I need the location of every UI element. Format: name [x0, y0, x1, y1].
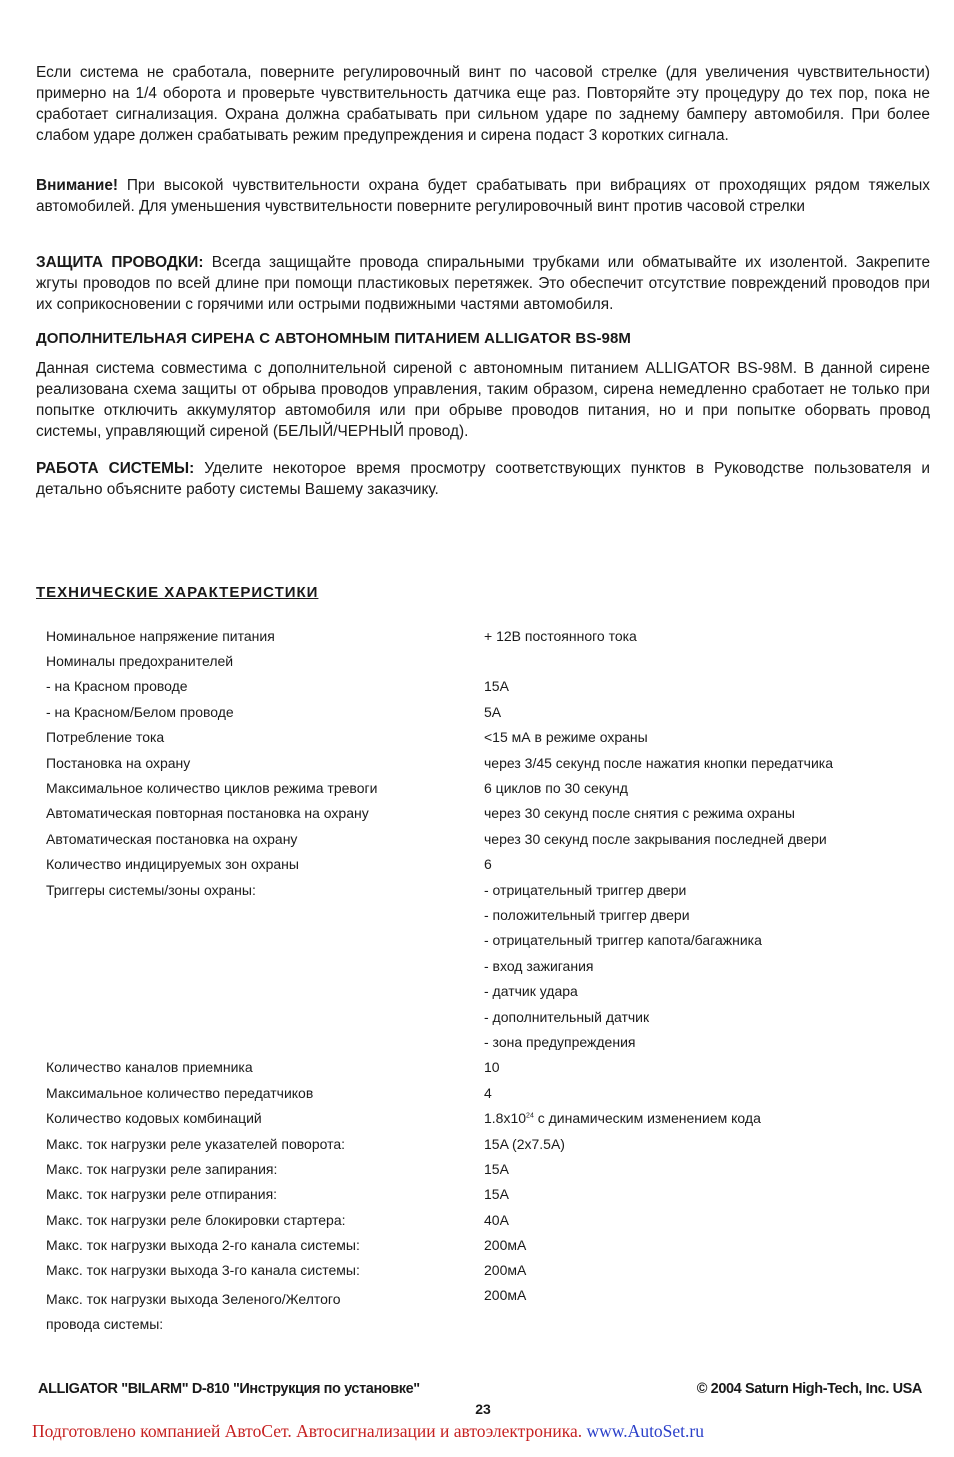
spec-label: Количество индицируемых зон охраны	[46, 856, 299, 873]
system-operation-paragraph	[36, 458, 930, 500]
spec-row	[46, 953, 926, 978]
spec-label: Максимальное количество передатчиков	[46, 1084, 314, 1101]
spec-label: Триггеры системы/зоны охраны:	[46, 881, 256, 898]
spec-label: Количество кодовых комбинаций	[46, 1110, 262, 1127]
spec-row	[46, 1131, 926, 1156]
spec-value: через 30 секунд после снятия с режима охраны	[484, 805, 795, 822]
spec-value: 200мА	[484, 1237, 527, 1254]
spec-label: Макс. ток нагрузки реле отпирания:	[46, 1186, 278, 1203]
codes-exponent: 24	[526, 1112, 534, 1120]
spec-value: 4	[484, 1084, 492, 1101]
spec-value: 15A (2x7.5A)	[484, 1135, 565, 1152]
spec-value: 6	[484, 856, 492, 873]
specs-table	[46, 623, 926, 1333]
codes-base: 1.8x10	[484, 1110, 527, 1127]
spec-value: 15A	[484, 1160, 509, 1177]
spec-row	[46, 1029, 926, 1054]
sensitivity-paragraph: Если система не сработала, поверните регулировочный винт по часовой стрелке (для увеличения чувствительности) примерно на 1/4 оборота и проверьте чувствительность датчика еще раз. Повторяйте эту процедуру до тех пор, пока не сработает сигнализация. Охрана должна срабатывать при сильном ударе по заднему бамперу автомобиля. При более слабом ударе должен срабатывать режим предупреждения и сирена подаст 3 коротких сигнала.	[36, 64, 930, 144]
spec-label: Автоматическая повторная постановка на охрану	[46, 805, 369, 822]
spec-label: Макс. ток нагрузки выхода 3-го канала системы:	[46, 1262, 360, 1279]
spec-value: - вход зажигания	[484, 957, 594, 974]
spec-row	[46, 1080, 926, 1105]
spec-value: 40A	[484, 1211, 509, 1228]
warning-text: При высокой чувствительности охрана будет срабатывать при вибрациях от проходящих рядом тяжелых автомобилей. Для уменьшения чувствительности поверните регулировочный винт против часовой стрелки	[36, 177, 930, 215]
spec-label-line-1: Макс. ток нагрузки выхода Зеленого/Желтого	[46, 1291, 341, 1308]
spec-value: через 30 секунд после закрывания последней двери	[484, 830, 827, 847]
spec-value: через 3/45 секунд после нажатия кнопки передатчика	[484, 754, 834, 771]
spec-row	[46, 826, 926, 851]
spec-value: 15A	[484, 678, 509, 695]
spec-row	[46, 928, 926, 953]
spec-row-green-yellow	[46, 1283, 926, 1333]
spec-value: - отрицательный триггер капота/багажника	[484, 932, 762, 949]
siren-heading: ДОПОЛНИТЕЛЬНАЯ СИРЕНА С АВТОНОМНЫМ ПИТАНИЕМ ALLIGATOR BS-98M	[36, 330, 632, 347]
wiring-protection-text: Всегда защищайте провода спиральными трубками или обматывайте их изолентой. Закрепите жгуты проводов по всей длине при помощи пластиковых перетяжек. Это обеспечит отсутствие повреждений проводов при их соприкосновении с горячими или острыми подвижными частями автомобиля.	[36, 254, 931, 313]
spec-value: 10	[484, 1059, 500, 1076]
spec-label: Потребление тока	[46, 729, 165, 746]
footer-manual-title: ALLIGATOR "BILARM" D-810 "Инструкция по установке"	[38, 1381, 420, 1397]
spec-label: Номиналы предохранителей	[46, 653, 234, 670]
spec-label: Макс. ток нагрузки выхода 2-го канала системы:	[46, 1237, 360, 1254]
codes-rest: с динамическим изменением кода	[533, 1110, 761, 1127]
credit-link[interactable]: www.AutoSet.ru	[586, 1421, 704, 1441]
spec-row	[46, 750, 926, 775]
spec-value: - отрицательный триггер двери	[484, 881, 687, 898]
spec-value: 200мА	[484, 1287, 527, 1304]
spec-value: - дополнительный датчик	[484, 1008, 650, 1025]
spec-row	[46, 877, 926, 902]
spec-label: Автоматическая постановка на охрану	[46, 830, 298, 847]
spec-value	[484, 1110, 926, 1126]
spec-row	[46, 1207, 926, 1232]
spec-row	[46, 674, 926, 699]
spec-row	[46, 1055, 926, 1080]
spec-row	[46, 699, 926, 724]
spec-label: Количество каналов приемника	[46, 1059, 253, 1076]
specs-title: ТЕХНИЧЕСКИЕ ХАРАКТЕРИСТИКИ	[36, 584, 319, 601]
spec-row	[46, 1156, 926, 1181]
spec-value: 6 циклов по 30 секунд	[484, 780, 628, 797]
spec-label: - на Красном/Белом проводе	[46, 703, 234, 720]
wiring-protection-label: ЗАЩИТА ПРОВОДКИ:	[36, 254, 204, 271]
spec-row	[46, 852, 926, 877]
credit-line	[32, 1421, 704, 1442]
spec-label: Номинальное напряжение питания	[46, 627, 275, 644]
spec-value: 200мА	[484, 1262, 527, 1279]
spec-row	[46, 801, 926, 826]
page-number: 23	[475, 1401, 491, 1417]
spec-row	[46, 775, 926, 800]
spec-label-line-2: провода системы:	[46, 1316, 164, 1333]
spec-row-codes	[46, 1105, 926, 1130]
warning-label: Внимание!	[36, 177, 119, 194]
spec-label: Макс. ток нагрузки реле блокировки стартера:	[46, 1211, 346, 1228]
spec-label: - на Красном проводе	[46, 678, 188, 695]
system-operation-text: Уделите некоторое время просмотру соответствующих пунктов в Руководстве пользователя и детально объясните работу системы Вашему заказчику.	[36, 460, 930, 498]
spec-label: Макс. ток нагрузки реле запирания:	[46, 1160, 278, 1177]
spec-row	[46, 1258, 926, 1283]
spec-value: 15A	[484, 1186, 509, 1203]
spec-label	[46, 1287, 484, 1337]
spec-value: 5A	[484, 703, 502, 720]
warning-paragraph	[36, 175, 930, 217]
spec-row	[46, 902, 926, 927]
wiring-protection-paragraph	[36, 252, 930, 315]
spec-value: + 12В постоянного тока	[484, 627, 637, 644]
spec-row	[46, 623, 926, 648]
spec-row	[46, 725, 926, 750]
spec-row	[46, 1004, 926, 1029]
spec-value: - датчик удара	[484, 983, 578, 1000]
spec-row	[46, 1232, 926, 1257]
credit-text: Подготовлено компанией АвтоСет. Автосигнализации и автоэлектроника.	[32, 1421, 587, 1441]
spec-row	[46, 978, 926, 1003]
spec-label: Макс. ток нагрузки реле указателей поворота:	[46, 1135, 346, 1152]
system-operation-label: РАБОТА СИСТЕМЫ:	[36, 460, 195, 477]
spec-label: Максимальное количество циклов режима тревоги	[46, 780, 378, 797]
spec-row	[46, 1182, 926, 1207]
spec-value: - положительный триггер двери	[484, 906, 690, 923]
spec-label: Постановка на охрану	[46, 754, 191, 771]
spec-value: <15 мА в режиме охраны	[484, 729, 648, 746]
siren-paragraph: Данная система совместима с дополнительной сиреной с автономным питанием ALLIGATOR BS-98M. В данной сирене реализована схема защиты от обрыва проводов управления, таким образом, сирена немедленно сработает не только при попытке отключить аккумулятор автомобиля или при обрыве проводов питания, но и при попытке оборвать провод системы, управляющий сиреной (БЕЛЫЙ/ЧЕРНЫЙ провод).	[36, 360, 930, 440]
footer-copyright: © 2004 Saturn High-Tech, Inc. USA	[696, 1381, 922, 1397]
spec-value: - зона предупреждения	[484, 1033, 636, 1050]
spec-row	[46, 648, 926, 673]
